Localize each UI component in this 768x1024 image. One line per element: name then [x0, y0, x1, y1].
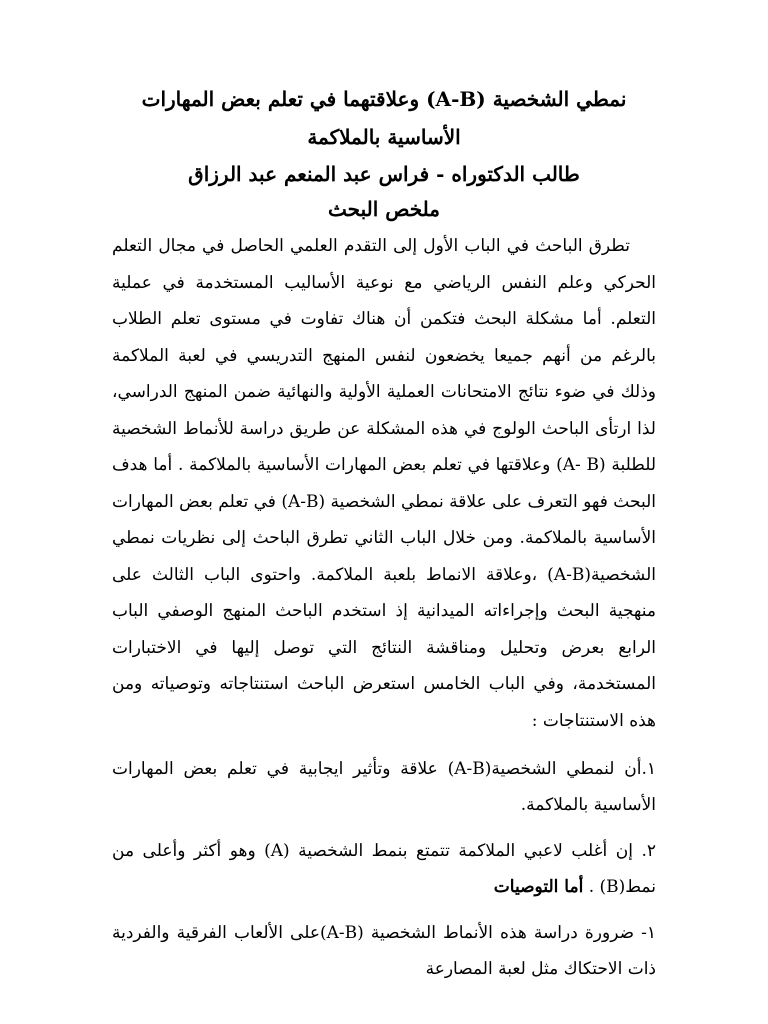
author-line: طالب الدكتوراه - فراس عبد المنعم عبد الرزاق	[188, 162, 580, 186]
conclusion-item-1: ١.أن لنمطي الشخصية(A-B) علاقة وتأثير ايجابية في تعلم بعض المهارات الأساسية بالملاكمة.	[112, 759, 656, 815]
recommendations-heading: أما التوصيات	[493, 877, 584, 897]
abstract-heading: ملخص البحث	[328, 197, 440, 221]
recommendation-item-1: ١- ضرورة دراسة هذه الأنماط الشخصية (A-B)على الألعاب الفرقية والفردية ذات الاحتكاك مثل لعبة المصارعة	[112, 923, 656, 979]
paper-title: نمطي الشخصية (A-B) وعلاقتهما في تعلم بعض المهارات الأساسية بالملاكمة	[141, 87, 627, 149]
spacer	[112, 739, 656, 751]
spacer	[112, 905, 656, 915]
abstract-paragraph: تطرق الباحث في الباب الأول إلى التقدم العلمي الحاصل في مجال التعلم الحركي وعلم النفس الرياضي مع نوعية الأساليب المستخدمة في عملية التعلم. أما مشكلة البحث فتكمن أن هناك تفاوت في مستوى تعلم الطلاب بالرغم من أنهم جميعا يخضعون لنفس المنهج التدريسي في لعبة الملاكمة وذلك في ضوء نتائج الامتحانات العملية الأولية والنهائية ضمن المنهج الدراسي، لذا ارتأى الباحث الولوج في هذه المشكلة عن طريق دراسة للأنماط الشخصية للطلبة (A- B) وعلاقتها في تعلم بعض المهارات الأساسية بالملاكمة . أما هدف البحث فهو التعرف على علاقة نمطي الشخصية (A-B) في تعلم بعض المهارات الأساسية بالملاكمة. ومن خلال الباب الثاني تطرق الباحث إلى نظريات نمطي الشخصية(A-B) ،وعلاقة الانماط بلعبة الملاكمة. واحتوى الباب الثالث على منهجية البحث وإجراءاته الميدانية إذ استخدم الباحث المنهج الوصفي الباب الرابع بعرض وتحليل ومناقشة النتائج التي توصل إليها في الاختبارات المستخدمة، وفي الباب الخامس استعرض الباحث استنتاجاته وتوصياته ومن هذه الاستنتاجات :	[112, 236, 657, 731]
conclusion-item-2-text: ٢. إن أغلب لاعبي الملاكمة تتمتع بنمط الشخصية (A) وهو أكثر وأعلى من نمط(B) .	[112, 841, 656, 897]
spacer	[112, 823, 656, 833]
conclusion-item-2	[112, 833, 656, 905]
